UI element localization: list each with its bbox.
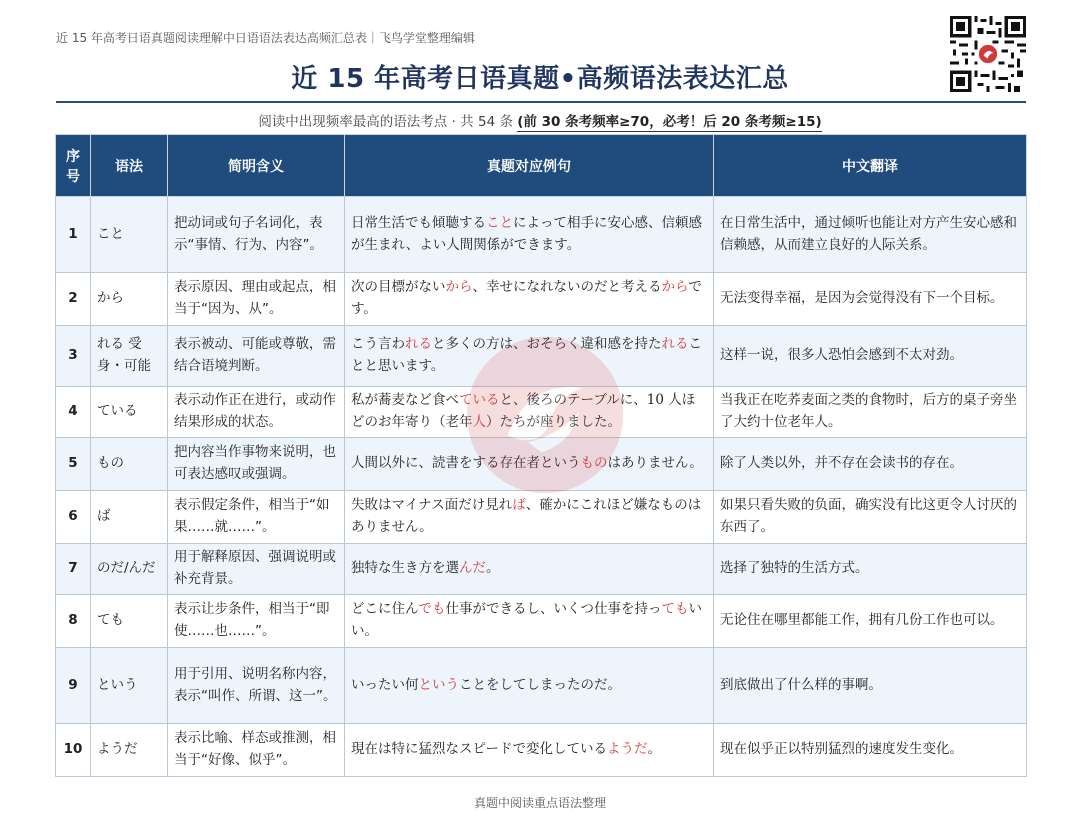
col-header-no: 序号 xyxy=(56,135,91,197)
row-number: 2 xyxy=(56,273,91,326)
chinese-translation: 当我正在吃荞麦面之类的食物时，后方的桌子旁坐了大约十位老年人。 xyxy=(714,387,1027,438)
example-sentence xyxy=(345,273,714,326)
table-header-row xyxy=(56,135,1027,197)
example-sentence xyxy=(345,491,714,544)
table-row xyxy=(56,724,1027,777)
grammar-meaning: 表示让步条件，相当于“即使……也……”。 xyxy=(168,595,345,648)
grammar-highlight: んだ xyxy=(459,560,486,577)
example-text: 失敗はマイナス面だけ見れ xyxy=(351,497,513,514)
example-text: 、幸せになれないのだと考える xyxy=(472,279,662,296)
example-text: と多くの方は、おそらく違和感を持た xyxy=(432,336,662,353)
chinese-translation: 到底做出了什么样的事啊。 xyxy=(714,648,1027,724)
example-text: はありません。 xyxy=(607,455,703,472)
chinese-translation: 如果只看失败的负面，确实没有比这更令人讨厌的东西了。 xyxy=(714,491,1027,544)
grammar-term: ようだ xyxy=(91,724,168,777)
grammar-term: のだ/んだ xyxy=(91,544,168,595)
subtitle xyxy=(0,110,1080,130)
row-number: 9 xyxy=(56,648,91,724)
example-text: 。 xyxy=(647,741,661,758)
grammar-term: れる 受身・可能 xyxy=(91,326,168,387)
grammar-meaning: 把动词或句子名词化，表示“事情、行为、内容”。 xyxy=(168,197,345,273)
example-text: です。 xyxy=(351,279,702,317)
grammar-highlight: もの xyxy=(580,455,608,472)
chinese-translation: 无论住在哪里都能工作，拥有几份工作也可以。 xyxy=(714,595,1027,648)
example-text: いい。 xyxy=(351,601,702,639)
example-text: ことと思います。 xyxy=(351,336,702,374)
table-row xyxy=(56,326,1027,387)
row-number: 4 xyxy=(56,387,91,438)
row-number: 6 xyxy=(56,491,91,544)
chinese-translation: 在日常生活中，通过倾听也能让对方产生安心感和信赖感，从而建立良好的人际关系。 xyxy=(714,197,1027,273)
example-sentence xyxy=(345,648,714,724)
grammar-meaning: 表示原因、理由或起点，相当于“因为、从”。 xyxy=(168,273,345,326)
table-row xyxy=(56,273,1027,326)
grammar-meaning: 表示比喻、样态或推测，相当于“好像、似乎”。 xyxy=(168,724,345,777)
table-row xyxy=(56,197,1027,273)
grammar-meaning: 把内容当作事物来说明，也可表达感叹或强调。 xyxy=(168,438,345,491)
grammar-term: こと xyxy=(91,197,168,273)
example-text: 。 xyxy=(486,560,500,577)
grammar-highlight: ようだ xyxy=(606,741,648,758)
chinese-translation: 选择了独特的生活方式。 xyxy=(714,544,1027,595)
grammar-term: もの xyxy=(91,438,168,491)
example-text: 日常生活でも傾聴する xyxy=(351,214,486,231)
row-number: 5 xyxy=(56,438,91,491)
grammar-term: から xyxy=(91,273,168,326)
grammar-highlight: ている xyxy=(459,392,500,409)
grammar-highlight: から xyxy=(445,279,473,296)
example-text: いったい何 xyxy=(351,676,419,693)
example-sentence xyxy=(345,197,714,273)
table-row xyxy=(56,648,1027,724)
grammar-highlight: れる xyxy=(405,336,432,353)
grammar-term: ている xyxy=(91,387,168,438)
grammar-term: ば xyxy=(91,491,168,544)
chinese-translation: 这样一说，很多人恐怕会感到不太对劲。 xyxy=(714,326,1027,387)
chinese-translation: 现在似乎正以特别猛烈的速度发生变化。 xyxy=(714,724,1027,777)
grammar-meaning: 表示动作正在进行，或动作结果形成的状态。 xyxy=(168,387,345,438)
example-text: 独特な生き方を選 xyxy=(351,560,459,577)
grammar-highlight: という xyxy=(418,676,459,693)
grammar-meaning: 用于引用、说明名称内容，表示“叫作、所谓、这一”。 xyxy=(168,648,345,724)
chinese-translation: 无法变得幸福，是因为会觉得没有下一个目标。 xyxy=(714,273,1027,326)
example-text: 仕事ができるし、いくつ仕事を持っ xyxy=(445,601,662,618)
example-sentence xyxy=(345,595,714,648)
col-header-translation: 中文翻译 xyxy=(714,135,1027,197)
example-text: 次の目標がない xyxy=(351,279,446,296)
grammar-highlight: から xyxy=(661,279,689,296)
example-text: こう言わ xyxy=(351,336,405,353)
table-row xyxy=(56,387,1027,438)
table-row xyxy=(56,544,1027,595)
grammar-highlight: ても xyxy=(661,601,689,618)
grammar-highlight: れる xyxy=(661,336,689,353)
row-number: 10 xyxy=(56,724,91,777)
example-text: ことをしてしまったのだ。 xyxy=(459,676,621,693)
row-number: 3 xyxy=(56,326,91,387)
page-title: 近 15 年高考日语真题•高频语法表达汇总 xyxy=(291,64,789,94)
subtitle-emphasis: (前 30 条考频率≥70，必考！后 20 条考频≥15) xyxy=(517,114,822,130)
example-text: 現在は特に猛烈なスピードで変化している xyxy=(351,741,607,758)
row-number: 1 xyxy=(56,197,91,273)
example-sentence xyxy=(345,544,714,595)
example-sentence xyxy=(345,326,714,387)
example-text: 私が蕎麦など食べ xyxy=(351,392,459,409)
example-sentence xyxy=(345,387,714,438)
example-text: ）たちが座りました。 xyxy=(486,414,621,430)
col-header-grammar: 语法 xyxy=(91,135,168,197)
header-caption: 近 15 年高考日语真题阅读理解中日语语法表达高频汇总表｜飞鸟学堂整理编辑 xyxy=(56,31,475,45)
grammar-highlight: ば xyxy=(512,497,526,514)
example-sentence xyxy=(345,724,714,777)
grammar-table xyxy=(55,134,1027,777)
col-header-example: 真题对应例句 xyxy=(345,135,714,197)
grammar-highlight: でも xyxy=(418,601,446,618)
table-row xyxy=(56,438,1027,491)
row-number: 8 xyxy=(56,595,91,648)
grammar-meaning: 用于解释原因、强调说明或补充背景。 xyxy=(168,544,345,595)
example-text: と、後ろのテーブルに、10 人ほどのお年寄り（老年 xyxy=(351,392,696,430)
title-divider xyxy=(56,101,1026,103)
chinese-translation: 除了人类以外，并不存在会读书的存在。 xyxy=(714,438,1027,491)
example-text: 、確かにこれほど嫌なものはありません。 xyxy=(351,497,702,535)
example-text: によって相手に安心感、信頼感が生まれ、よい人間関係ができます。 xyxy=(351,214,702,253)
page-footer: 真题中阅读重点语法整理 xyxy=(473,796,606,810)
table-row xyxy=(56,491,1027,544)
example-text: どこに住ん xyxy=(351,601,419,618)
col-header-meaning: 简明含义 xyxy=(168,135,345,197)
grammar-meaning: 表示被动、可能或尊敬，需结合语境判断。 xyxy=(168,326,345,387)
grammar-highlight: 人 xyxy=(472,414,486,430)
grammar-meaning: 表示假定条件，相当于“如果……就……”。 xyxy=(168,491,345,544)
row-number: 7 xyxy=(56,544,91,595)
table-row xyxy=(56,595,1027,648)
example-text: 人間以外に、読書をする存在者という xyxy=(351,455,581,472)
grammar-term: ても xyxy=(91,595,168,648)
example-sentence xyxy=(345,438,714,491)
grammar-highlight: こと xyxy=(486,214,513,231)
subtitle-text: 阅读中出现频率最高的语法考点 · 共 54 条 xyxy=(258,114,518,130)
grammar-term: という xyxy=(91,648,168,724)
